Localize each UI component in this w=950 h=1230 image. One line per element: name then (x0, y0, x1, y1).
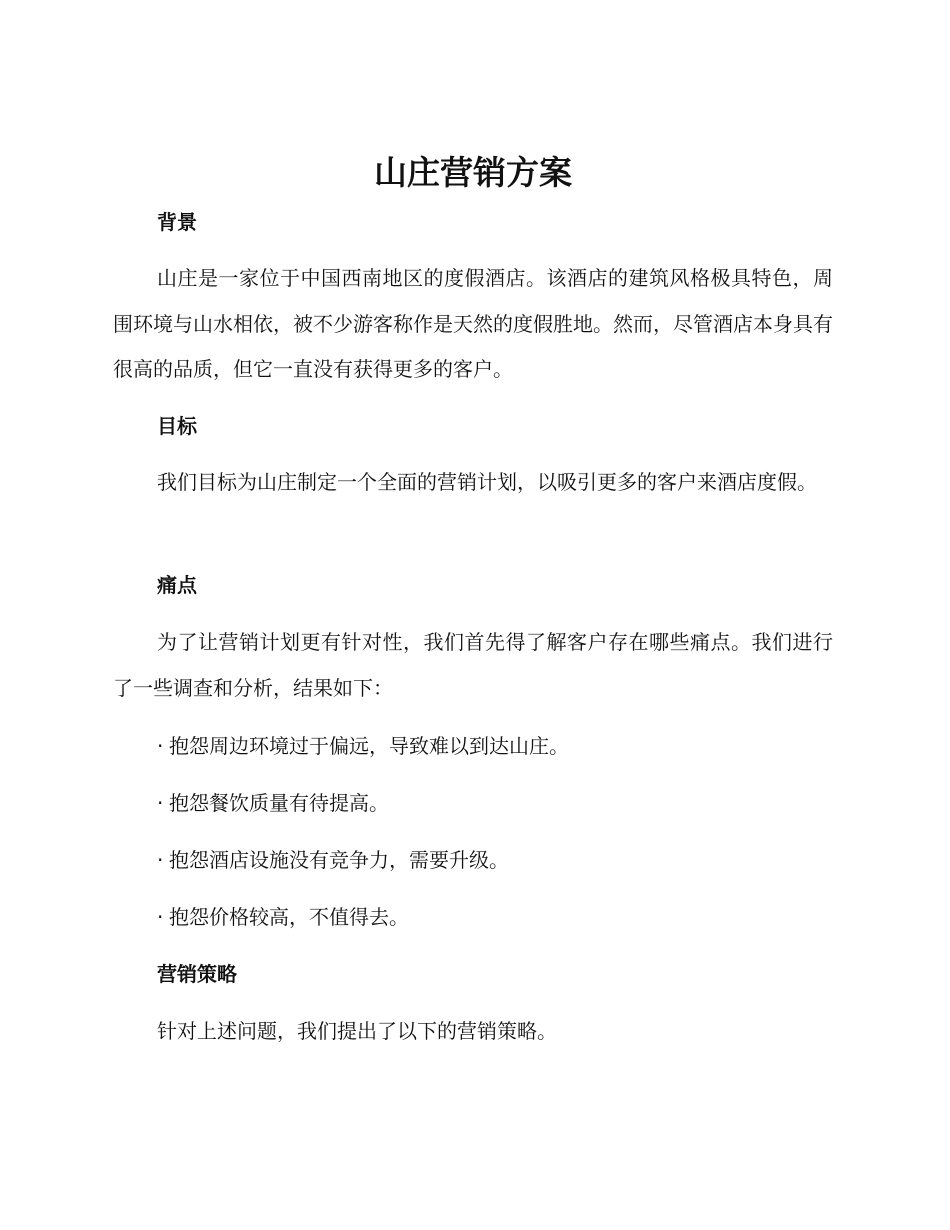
section-text-strategy: 针对上述问题，我们提出了以下的营销策略。 (157, 1019, 557, 1043)
bullet-icon: · (157, 905, 164, 929)
bullet-icon: · (157, 734, 164, 758)
list-item-text: 抱怨餐饮质量有待提高。 (169, 791, 389, 815)
section-text-pain-points: 为了让营销计划更有针对性，我们首先得了解客户存在哪些痛点。我们进行了一些调查和分析，结果如下： (113, 630, 833, 700)
bullet-icon: · (157, 848, 164, 872)
section-text-goal: 我们目标为山庄制定一个全面的营销计划，以吸引更多的客户来酒店度假。 (157, 470, 817, 494)
bullet-icon: · (157, 791, 164, 815)
section-heading-strategy: 营销策略 (157, 962, 237, 986)
list-item (157, 788, 389, 818)
list-item (157, 845, 509, 875)
document-title: 山庄营销方案 (374, 153, 572, 192)
section-heading-goal: 目标 (157, 414, 197, 438)
list-item (157, 902, 409, 932)
section-heading-background: 背景 (157, 210, 197, 234)
list-item-text: 抱怨酒店设施没有竞争力，需要升级。 (169, 848, 509, 872)
section-heading-pain-points: 痛点 (157, 573, 197, 597)
list-item (157, 731, 569, 761)
list-item-text: 抱怨价格较高，不值得去。 (169, 905, 409, 929)
list-item-text: 抱怨周边环境过于偏远，导致难以到达山庄。 (169, 734, 569, 758)
section-text-background: 山庄是一家位于中国西南地区的度假酒店。该酒店的建筑风格极具特色，周围环境与山水相依，被不少游客称作是天然的度假胜地。然而，尽管酒店本身具有很高的品质，但它一直没有获得更多的客户。 (113, 266, 833, 381)
